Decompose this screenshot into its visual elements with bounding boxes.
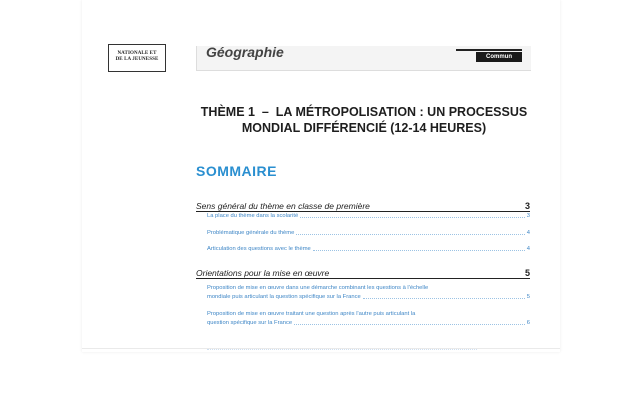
toc-item-page: 4 [526,246,530,252]
toc-item-1-2[interactable] [207,229,530,237]
toc-item-label: Articulation des questions avec le thème [207,246,311,252]
toc-item-line-2: mondiale puis articulant la question spécifique sur la France [207,293,361,300]
toc-item-line-1: Proposition de mise en œuvre dans une démarche combinant les questions à l'échelle [207,285,429,291]
toc-item-page: 3 [526,213,530,219]
toc-section-1[interactable] [196,199,530,212]
logo-line-2: DE LA JEUNESSE [115,57,159,62]
theme-title-line-2: MONDIAL DIFFÉRENCIÉ (12-14 HEURES) [241,121,487,135]
leader-dots [296,234,524,235]
ministry-logo [108,44,166,72]
toc-item-1-1[interactable] [207,212,530,220]
toc-item-line-1: Proposition de mise en œuvre traitant une question après l'autre puis articulant la [207,311,416,317]
theme-title-line-1: THÈME 1 – LA MÉTROPOLISATION : UN PROCESSUS [200,105,528,119]
toc-item-page: 5 [526,293,530,300]
cut-off-line [207,346,477,350]
toc-item-label: La place du thème dans la scolarité [207,213,299,219]
leader-dots [294,324,525,325]
theme-title [190,104,538,136]
toc-section-2-page: 5 [524,268,530,278]
tag-rule [456,49,522,51]
toc-item-page: 4 [526,230,530,236]
leader-dots [313,250,525,251]
toc-item-page: 6 [526,319,530,326]
toc-item-2-2[interactable] [207,310,530,327]
sommaire-heading: SOMMAIRE [196,163,277,179]
logo-line-1: NATIONALE ET [117,51,157,56]
common-tag: Commun [476,52,522,62]
toc-item-line-2: question spécifique sur la France [207,319,293,326]
toc-item-2-1[interactable] [207,284,530,301]
toc-item-1-3[interactable] [207,245,530,253]
subject-title: Géographie [206,44,284,60]
toc-section-2-label: Orientations pour la mise en œuvre [196,268,330,278]
toc-item-label: Problématique générale du thème [207,230,295,236]
toc-section-2[interactable] [196,266,530,279]
toc-section-1-label: Sens général du thème en classe de première [196,201,370,211]
toc-section-1-page: 3 [524,201,530,211]
leader-dots [300,217,525,218]
leader-dots [363,298,525,299]
